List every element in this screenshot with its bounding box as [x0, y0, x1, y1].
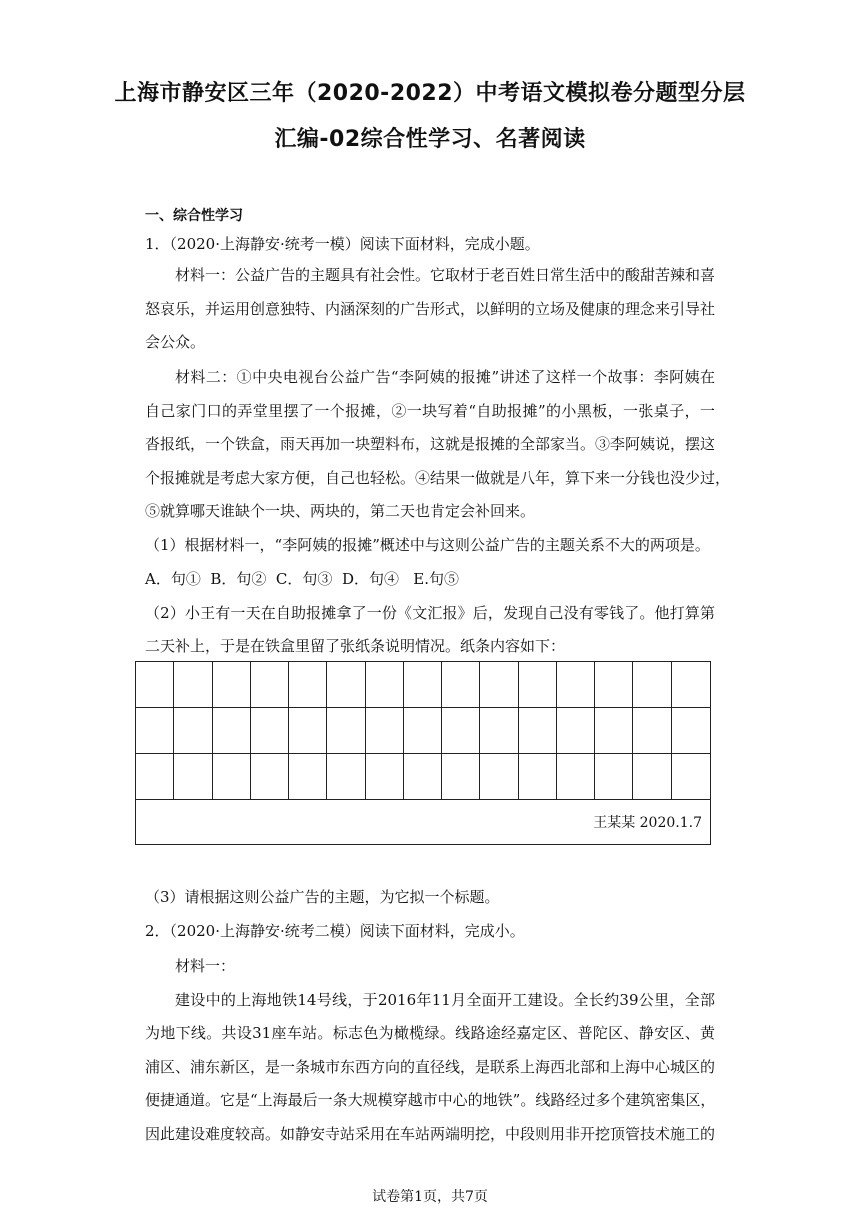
question-1-3: （3）请根据这则公益广告的主题，为它拟一个标题。 [145, 888, 500, 906]
q2-material-1-line-5: 因此建设难度较高。如静安寺站采用在车站两端明挖，中段则用非开挖顶管技术施工的 [145, 1125, 716, 1143]
grid-cell[interactable] [174, 662, 212, 708]
material-2-line-3: 沓报纸，一个铁盒，雨天再加一块塑料布，这就是报摊的全部家当。③李阿姨说，摆这 [145, 435, 716, 453]
grid-cell[interactable] [595, 754, 633, 800]
grid-cell[interactable] [136, 754, 174, 800]
question-1-1-options: A．句① B．句② C．句③ D．句④ E.句⑤ [145, 570, 459, 588]
grid-cell[interactable] [289, 754, 327, 800]
grid-cell[interactable] [327, 708, 365, 754]
grid-cell[interactable] [366, 754, 404, 800]
material-1-line-1: 材料一：公益广告的主题具有社会性。它取材于老百姓日常生活中的酸甜苦辣和喜 [175, 266, 716, 284]
grid-cell[interactable] [557, 708, 595, 754]
question-1-2-line-1: （2）小王有一天在自助报摊拿了一份《文汇报》后，发现自己没有零钱了。他打算第 [145, 604, 715, 622]
material-1-line-2: 怒哀乐，并运用创意独特、内涵深刻的广告形式，以鲜明的立场及健康的理念来引导社 [145, 300, 716, 318]
material-2-line-5: ⑤就算哪天谁缺个一块、两块的，第二天也肯定会补回来。 [145, 502, 536, 520]
answer-grid[interactable] [135, 661, 711, 845]
page-title-line-1: 上海市静安区三年（2020-2022）中考语文模拟卷分题型分层 [114, 81, 746, 106]
question-2-material-1-label: 材料一： [175, 957, 236, 975]
grid-cell[interactable] [480, 754, 518, 800]
grid-cell[interactable] [442, 754, 480, 800]
grid-cell[interactable] [519, 754, 557, 800]
grid-cell[interactable] [213, 708, 251, 754]
grid-cell[interactable] [366, 708, 404, 754]
grid-cell[interactable] [136, 662, 174, 708]
grid-cell[interactable] [404, 754, 442, 800]
grid-cell[interactable] [519, 662, 557, 708]
question-1-1: （1）根据材料一，“李阿姨的报摊”概述中与这则公益广告的主题关系不大的两项是。 [145, 536, 710, 554]
grid-cell[interactable] [289, 708, 327, 754]
grid-cell[interactable] [595, 708, 633, 754]
page-title-line-2: 汇编-02综合性学习、名著阅读 [274, 127, 586, 152]
grid-cell[interactable] [327, 662, 365, 708]
grid-cell[interactable] [442, 662, 480, 708]
material-2-line-1: 材料二：①中央电视台公益广告“李阿姨的报摊”讲述了这样一个故事：李阿姨在 [175, 368, 715, 386]
grid-cell[interactable] [174, 708, 212, 754]
grid-cell[interactable] [672, 708, 710, 754]
q2-material-1-line-3: 浦区、浦东新区，是一条城市东西方向的直径线，是联系上海西北部和上海中心城区的 [145, 1058, 716, 1076]
answer-grid-cells[interactable] [136, 662, 710, 800]
grid-cell[interactable] [672, 754, 710, 800]
grid-cell[interactable] [213, 754, 251, 800]
material-2-line-4: 个报摊就是考虑大家方便，自己也轻松。④结果一做就是八年，算下来一分钱也没少过， [145, 469, 731, 487]
grid-cell[interactable] [404, 662, 442, 708]
grid-cell[interactable] [251, 754, 289, 800]
grid-cell[interactable] [289, 662, 327, 708]
grid-cell[interactable] [251, 662, 289, 708]
grid-cell[interactable] [327, 754, 365, 800]
material-1-line-3: 会公众。 [145, 333, 206, 351]
q2-material-1-line-2: 为地下线。共设31座车站。标志色为橄榄绿。线路途经嘉定区、普陀区、静安区、黄 [145, 1024, 715, 1042]
note-signature: 王某某 2020.1.7 [593, 815, 702, 831]
grid-cell[interactable] [519, 708, 557, 754]
question-1-header: 1．（2020·上海静安·统考一模）阅读下面材料，完成小题。 [145, 235, 540, 253]
grid-cell[interactable] [480, 708, 518, 754]
q2-material-1-line-1: 建设中的上海地铁14号线，于2016年11月全面开工建设。全长约39公里，全部 [175, 991, 715, 1009]
grid-cell[interactable] [404, 708, 442, 754]
grid-cell[interactable] [442, 708, 480, 754]
grid-cell[interactable] [366, 662, 404, 708]
grid-cell[interactable] [633, 754, 671, 800]
section-heading: 一、综合性学习 [145, 208, 243, 224]
grid-cell[interactable] [251, 708, 289, 754]
grid-cell[interactable] [633, 708, 671, 754]
page-footer: 试卷第1页，共7页 [372, 1189, 488, 1205]
grid-cell[interactable] [595, 662, 633, 708]
grid-cell[interactable] [672, 662, 710, 708]
question-1-2-line-2: 二天补上，于是在铁盒里留了张纸条说明情况。纸条内容如下： [145, 637, 566, 655]
grid-cell[interactable] [633, 662, 671, 708]
q2-material-1-line-4: 便捷通道。它是“上海最后一条大规模穿越市中心的地铁”。线路经过多个建筑密集区， [145, 1091, 716, 1109]
grid-cell[interactable] [557, 662, 595, 708]
grid-cell[interactable] [174, 754, 212, 800]
grid-cell[interactable] [136, 708, 174, 754]
grid-cell[interactable] [213, 662, 251, 708]
question-2-header: 2．（2020·上海静安·统考二模）阅读下面材料，完成小。 [145, 922, 525, 940]
grid-cell[interactable] [480, 662, 518, 708]
material-2-line-2: 自己家门口的弄堂里摆了一个报摊，②一块写着“自助报摊”的小黑板，一张桌子，一 [145, 402, 715, 420]
grid-cell[interactable] [557, 754, 595, 800]
